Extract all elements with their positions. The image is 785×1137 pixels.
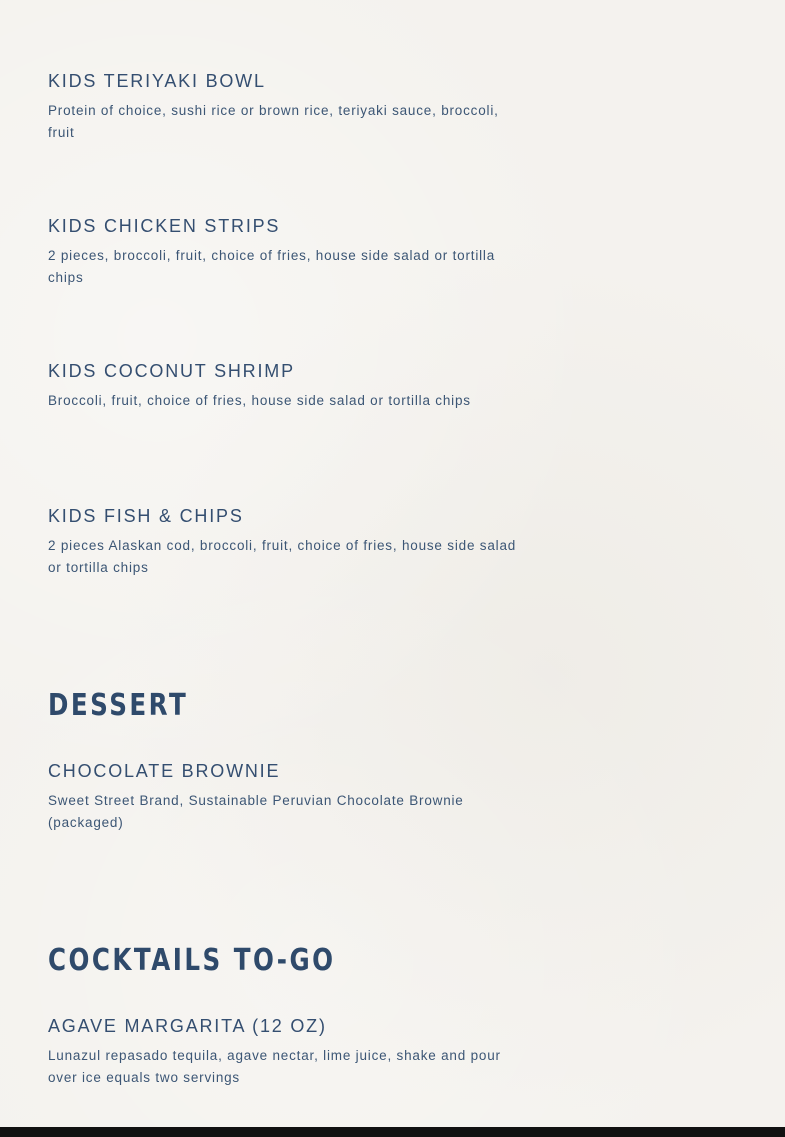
menu-item-description: Sweet Street Brand, Sustainable Peruvian Chocolate Brownie (packaged) [48, 793, 464, 830]
menu-item-title: KIDS CHICKEN STRIPS [48, 216, 281, 236]
menu-item-title: KIDS COCONUT SHRIMP [48, 361, 295, 381]
menu-item-kids-coconut-shrimp [48, 360, 518, 412]
bottom-bar [0, 1127, 785, 1137]
section-title-cocktails-to-go: COCKTAILS TO-GO [48, 943, 336, 978]
menu-item-kids-fish-and-chips [48, 505, 518, 579]
menu-item-description: Lunazul repasado tequila, agave nectar, lime juice, shake and pour over ice equals two servings [48, 1048, 501, 1085]
menu-item-chocolate-brownie [48, 760, 518, 834]
section-title-dessert: DESSERT [48, 688, 189, 723]
menu-item-agave-margarita [48, 1015, 518, 1089]
menu-item-title: KIDS FISH & CHIPS [48, 506, 244, 526]
menu-item-kids-chicken-strips [48, 215, 518, 289]
menu-item-description: Broccoli, fruit, choice of fries, house side salad or tortilla chips [48, 393, 471, 408]
menu-item-kids-teriyaki-bowl [48, 70, 518, 144]
menu-item-title: KIDS TERIYAKI BOWL [48, 71, 266, 91]
menu-item-description: 2 pieces Alaskan cod, broccoli, fruit, choice of fries, house side salad or tortilla chips [48, 538, 517, 575]
menu-item-description: 2 pieces, broccoli, fruit, choice of fries, house side salad or tortilla chips [48, 248, 496, 285]
menu-item-description: Protein of choice, sushi rice or brown rice, teriyaki sauce, broccoli, fruit [48, 103, 499, 140]
menu-item-title: CHOCOLATE BROWNIE [48, 761, 281, 781]
menu-item-title: AGAVE MARGARITA (12 OZ) [48, 1016, 327, 1036]
